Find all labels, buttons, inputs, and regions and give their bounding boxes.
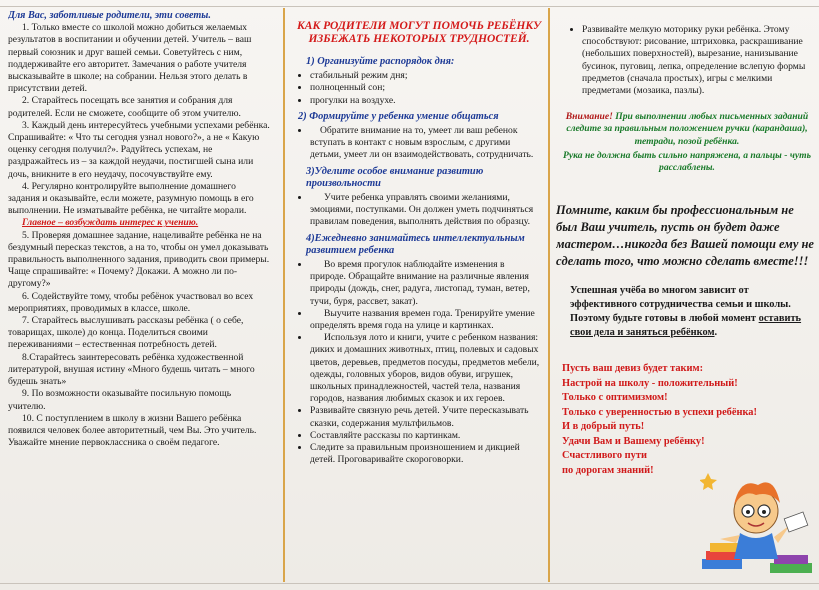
shirt-icon: [734, 533, 778, 559]
help-title: КАК РОДИТЕЛИ МОГУТ ПОМОЧЬ РЕБЁНКУ ИЗБЕЖАТЬ НЕКОТОРЫХ ТРУДНОСТЕЙ.: [297, 20, 541, 45]
list-item: • Во время прогулок наблюдайте изменения в природе. Обращайте внимание на различные явления природы (дождь, снег, радуга, листопад, туман, ветер, тучи, буря, рассвет, закат).: [310, 259, 542, 308]
motto-line: Настрой на школу - положительный!: [562, 377, 738, 389]
routine-list: [296, 70, 542, 107]
list-item: • Следите за правильным произношением и дикцией детей. Проговаривайте скороговорки.: [310, 442, 542, 466]
advice-heading: Для Вас, заботливые родители, эти советы.: [8, 10, 211, 21]
motto-line: Удачи Вам и Вашему ребёнку!: [562, 435, 705, 447]
book-icon: [702, 559, 742, 569]
book-icon: [710, 543, 738, 552]
main-point: Главное – возбуждать интерес к учению.: [22, 217, 199, 229]
advice-item: 7. Старайтесь выслушивать рассказы ребёнка ( о себе, товарищах, школе) до конца. Поделиться своими переживаниями – естественная потребность детей.: [8, 315, 244, 351]
list-item: • прогулки на воздухе.: [310, 95, 542, 107]
list-item: • Выучите названия времен года. Тренируйте умение определять время года на улице и картинках.: [310, 308, 542, 332]
child-with-books-illustration: [700, 455, 815, 585]
motto-line: по дорогам знаний!: [562, 464, 654, 476]
advice-item: 5. Проверяя домашнее задание, нацеливайте ребёнка не на бездумный пересказ текстов, а на то, чтобы он умел доказывать правильность выполненного задания, приводить свои примеры. Чаще спрашивайте: « Почему? Докажи. А можно ли по- другому?»: [8, 229, 270, 290]
column-divider: [548, 8, 550, 582]
list-item: • Обратите внимание на то, умеет ли ваш ребенок вступать в контакт с новым взрослым, с другими детьми, умеет ли он взаимодействовать, сотрудничать.: [310, 125, 542, 162]
section-heading: 2) Формируйте у ребенка умение общаться: [298, 110, 499, 122]
advice-item: 9. По возможности оказывайте посильную помощь учителю.: [8, 388, 232, 412]
advice-item: 4. Регулярно контролируйте выполнение домашнего задания и оказывайте, если можете, разумную помощь в его выполнении. Не изматывайте ребёнка, не читайте морали.: [8, 180, 254, 217]
remember-quote: Помните, каким бы профессиональным не был Ваш учитель, пусть он будет даже мастером…никогда без Вашей помощи ему не сделать того, что можно сделать вместе!!!: [556, 203, 814, 269]
star-icon: [700, 473, 717, 490]
list-item: • Учите ребенка управлять своими желаниями, эмоциями, поступками. Он должен уметь подчиняться правилам поведения, выполнять действия по образцу.: [310, 192, 542, 229]
list-item: • Используя лото и книги, учите с ребенком названия: диких и домашних животных, птиц, полевых и садовых цветов, деревьев, предметов посуды, предметов мебели, одежды, головных уборов, видов обуви, игрушек, школьных принадлежностей, частей тела, названия городов, названия любимых сказок и их героев.: [310, 332, 542, 405]
list-item: • полноценный сон;: [310, 82, 542, 94]
list-item: • Составляйте рассказы по картинкам.: [310, 430, 542, 442]
list-item: • Развивайте связную речь детей. Учите пересказывать сказки, содержания мультфильмов.: [310, 405, 542, 429]
attention-note: [556, 111, 818, 148]
list-item: • стабильный режим дня;: [310, 70, 542, 82]
section-heading: 3)Уделите особое внимание развитию произвольности: [306, 165, 484, 189]
help-column: [296, 10, 542, 582]
section-heading: 4)Ежедневно занимайтесь интеллектуальным развитием ребенка: [306, 232, 525, 256]
motto-line: Счастливого пути: [562, 450, 647, 462]
advice-item: 3. Каждый день интересуйтесь учебными успехами ребёнка. Спрашивайте: « Что ты сегодня узнал нового?», а не « Какую оценку сегодня получил?». Радуйтесь успехам, не раздражайтесь из – за каждой неудачи, постигшей сына или дочь, вникните в его неудачу, посочувствуйте ему.: [8, 119, 270, 180]
motor-skills-tip: • Развивайте мелкую моторику руки ребёнка. Этому способствуют: рисование, штриховка, раскрашивание (небольших поверхностей), вырезание, нанизывание бусинок, пуговиц, лепка, определение вслепую формы предметов (сначала простых), игры с мелкими предметами (мозаика, пазлы).: [582, 24, 818, 97]
motto-line: Пусть ваш девиз будет таким:: [562, 363, 704, 375]
success-b: оставить свои дела и заняться ребёнком: [570, 313, 802, 339]
attention-text: При выполнении любых письменных заданий следите за правильным положением ручки (карандаша), тетради, позой ребёнка.: [566, 111, 809, 147]
advice-item: 2. Старайтесь посещать все занятия и собрания для родителей. Если не сможете, сообщите об этом учителю.: [8, 95, 241, 119]
book-icon: [774, 555, 808, 564]
motto-line: И в добрый путь!: [562, 421, 645, 433]
intellect-list: [296, 259, 542, 466]
motto-line: Только с оптимизмом!: [562, 392, 668, 404]
book-icon: [770, 563, 812, 573]
hand-note: Рука не должна быть сильно напряжена, а пальцы - чуть расслаблены.: [563, 149, 811, 174]
advice-item: 1. Только вместе со школой можно добиться желаемых результатов в воспитании и обучении детей. Учитель – ваш первый союзник и друг вашей семьи. Советуйтесь с ним, поддерживайте его авторитет. Замечания о работе учителя высказывайте в школе; на собрании. Нельзя этого делать в присутствии детей.: [8, 22, 252, 95]
advice-item: 8.Старайтесь заинтересовать ребёнка художественной литературой, внушая истину «Много будешь читать – много будешь знать»: [8, 351, 255, 388]
success-a: Успешная учёба во многом зависит от эффективного сотрудничества семьи и школы. Поэтому будьте готовы в любой момент: [570, 285, 791, 325]
advice-item: 6. Содействуйте тому, чтобы ребёнок участвовал во всех мероприятиях, проводимых в классе, школе.: [8, 290, 254, 314]
paper-icon: [784, 512, 808, 532]
success-text: Успешная учёба во многом зависит от эффективного сотрудничества семьи и школы. Поэтому будьте готовы в любой момент оставить свои дела и заняться ребёнком.: [570, 285, 802, 339]
advice-column: [8, 10, 270, 582]
column-divider: [283, 8, 285, 582]
section-heading: 1) Организуйте распорядок дня:: [306, 56, 455, 67]
attention-label: Внимание!: [565, 111, 613, 123]
motto-line: Только с уверенностью в успехи ребёнка!: [562, 406, 757, 418]
advice-item: 10. С поступлением в школу в жизни Вашего ребёнка появился человек более авторитетный, чем Вы. Это учитель. Уважайте мнение первоклассника о своём педагоге.: [8, 412, 257, 449]
